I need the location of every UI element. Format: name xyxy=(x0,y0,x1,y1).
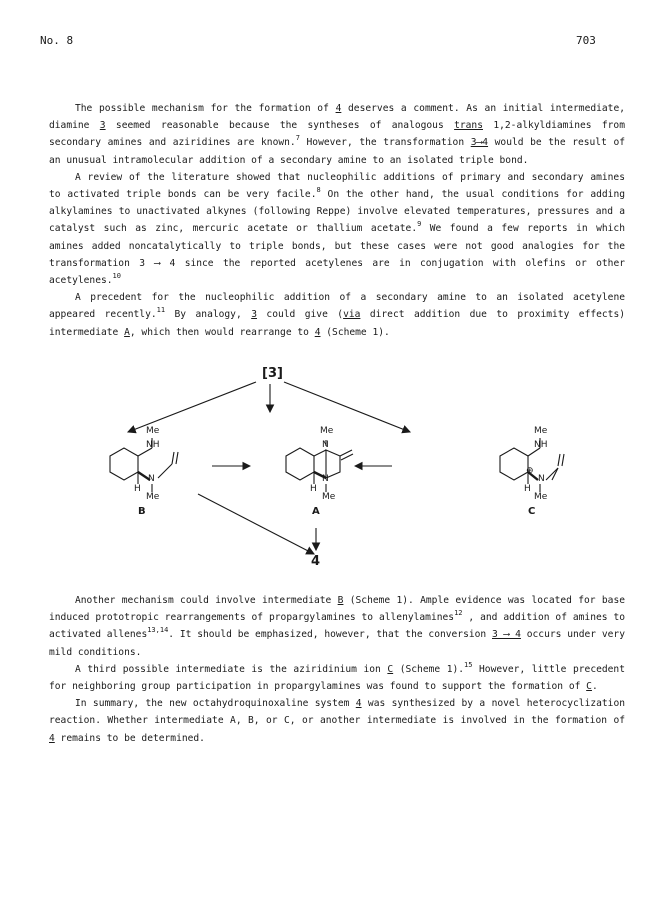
B-methyl-bottom: Me xyxy=(146,492,160,502)
citation: 12 xyxy=(454,609,463,618)
citation: 7 xyxy=(295,134,300,143)
text-run: However, the transformation xyxy=(299,137,471,149)
emphasis-via: via xyxy=(343,309,361,321)
transformation-arrow: 3⟶4 xyxy=(470,137,489,149)
citation: 10 xyxy=(112,272,121,281)
text-run: seemed reasonable because the syntheses of analogous xyxy=(105,120,455,132)
text-run: could give ( xyxy=(256,309,344,321)
journal-number: No. 8 xyxy=(40,34,74,47)
A-n: N xyxy=(322,474,329,484)
A-methyl-bottom: Me xyxy=(322,492,336,502)
paragraph-summary xyxy=(49,695,625,747)
page-number: 703 xyxy=(576,34,596,47)
text-run: A third possible intermediate is the aziridinium ion xyxy=(75,663,388,675)
C-h: H xyxy=(524,484,531,494)
transformation-arrow: 3 ⟶ 4 xyxy=(492,629,521,641)
text-run: would be the result of an unusual intramolecular addition of a secondary amine to an isolated triple bond. xyxy=(49,137,625,166)
text-run: . It should be emphasized, however, that the conversion xyxy=(168,629,492,641)
text-run: was synthesized by a novel heterocyclization reaction. Whether intermediate A, B, or C, or another intermediate is involved in the formation of xyxy=(49,698,626,727)
text-run: remains to be determined. xyxy=(54,732,205,744)
label-product-4: 4 xyxy=(311,554,321,569)
text-run: (Scheme 1). xyxy=(393,663,465,675)
text-run: We found a few reports in which amines added noncatalytically to triple bonds, but these cases were not good analogies for the transformation xyxy=(49,223,625,269)
label-3-bracket: [3] xyxy=(262,366,283,381)
text-run: direct addition due to proximity effects) intermediate xyxy=(49,309,626,338)
C-charge: ⊕ xyxy=(526,466,534,476)
text-run: By analogy, xyxy=(165,309,252,321)
citation: 13,14 xyxy=(147,626,169,635)
page-header xyxy=(0,34,672,50)
arrow-3-to-B xyxy=(128,382,256,432)
B-nh: NH xyxy=(146,440,160,450)
compound-ref: 4 xyxy=(335,103,342,114)
text-run: (Scheme 1). xyxy=(320,326,390,338)
text-run: deserves a comment. As an initial intermediate, diamine xyxy=(49,103,625,132)
arrow-B-to-4 xyxy=(198,494,314,554)
structure-C xyxy=(500,438,564,492)
compound-ref: C xyxy=(387,663,394,675)
paragraph-literature xyxy=(49,169,625,289)
C-methyl-top: Me xyxy=(534,426,548,436)
scheme-1 xyxy=(100,368,620,578)
paragraph-precedent xyxy=(49,289,625,341)
compound-ref: 4 xyxy=(314,326,321,338)
compound-ref: C xyxy=(586,681,592,693)
paragraph-intermediate-C xyxy=(49,661,625,695)
text-run: (Scheme 1). Ample evidence was located for base induced prototropic rearrangements of propargylamines to allenylamines xyxy=(49,595,626,624)
B-n: N xyxy=(148,474,155,484)
structure-B xyxy=(110,438,178,492)
text-run: However, little precedent for neighboring group participation in propargylamines was found to support the formation of xyxy=(49,663,625,693)
compound-ref: A xyxy=(124,326,130,338)
text-run: Another mechanism could involve intermediate xyxy=(75,595,338,606)
compound-ref: 4 xyxy=(49,732,55,744)
B-methyl-top: Me xyxy=(146,426,160,436)
text-run: 1,2-alkyldiamines from secondary amines and aziridines are known. xyxy=(49,120,625,149)
A-h: H xyxy=(310,484,317,494)
paragraph-intermediate-B xyxy=(49,592,625,661)
body-text-bottom xyxy=(49,592,625,747)
compound-ref: B xyxy=(337,595,344,606)
text-run: , and addition of amines to activated allenes xyxy=(49,612,625,641)
text-run: , which then would rearrange to xyxy=(129,326,315,338)
text-run: On the other hand, the usual conditions for adding alkylamines to unactivated alkynes (following Reppe) involve elevated temperatures, pressures and a catalyst such as zinc, mercuric acetate or thallium acetate. xyxy=(49,189,625,235)
label-A: A xyxy=(312,506,320,517)
A-methyl-top: Me xyxy=(320,426,334,436)
compound-ref: 3 xyxy=(99,120,106,132)
B-h: H xyxy=(134,484,141,494)
text-run: In summary, the new octahydroquinoxaline system xyxy=(75,698,356,710)
text-run: A review of the literature showed that nucleophilic additions of primary and secondary amines to activated triple bonds can be very facile. xyxy=(49,171,625,201)
citation: 11 xyxy=(156,306,166,315)
emphasis-trans: trans xyxy=(454,120,483,132)
text-run: since the reported acetylenes are in conjugation with olefins or other acetylenes. xyxy=(49,257,625,287)
paragraph-mechanism xyxy=(49,100,625,169)
scheme-drawing xyxy=(100,368,620,578)
arrow-3-to-C xyxy=(284,382,410,432)
C-methyl-bottom: Me xyxy=(534,492,548,502)
A-n-top: N xyxy=(322,440,329,450)
citation: 15 xyxy=(464,660,473,669)
label-C: C xyxy=(528,506,536,517)
body-text-top xyxy=(49,100,625,341)
citation: 9 xyxy=(417,220,422,229)
transformation-arrow: 3 ⟶ 4 xyxy=(139,257,176,269)
compound-ref: 4 xyxy=(355,698,362,710)
citation: 8 xyxy=(316,186,321,195)
C-n: N xyxy=(538,474,545,484)
text-run: The possible mechanism for the formation of xyxy=(75,103,336,114)
structure-A xyxy=(286,440,353,492)
text-run: occurs under very mild conditions. xyxy=(49,629,625,658)
compound-ref: 3 xyxy=(251,309,257,321)
label-B: B xyxy=(138,506,146,517)
C-nh: NH xyxy=(534,440,548,450)
text-run: A precedent for the nucleophilic addition of a secondary amine to an isolated acetylene appeared recently. xyxy=(49,292,625,321)
text-run: . xyxy=(591,681,598,693)
